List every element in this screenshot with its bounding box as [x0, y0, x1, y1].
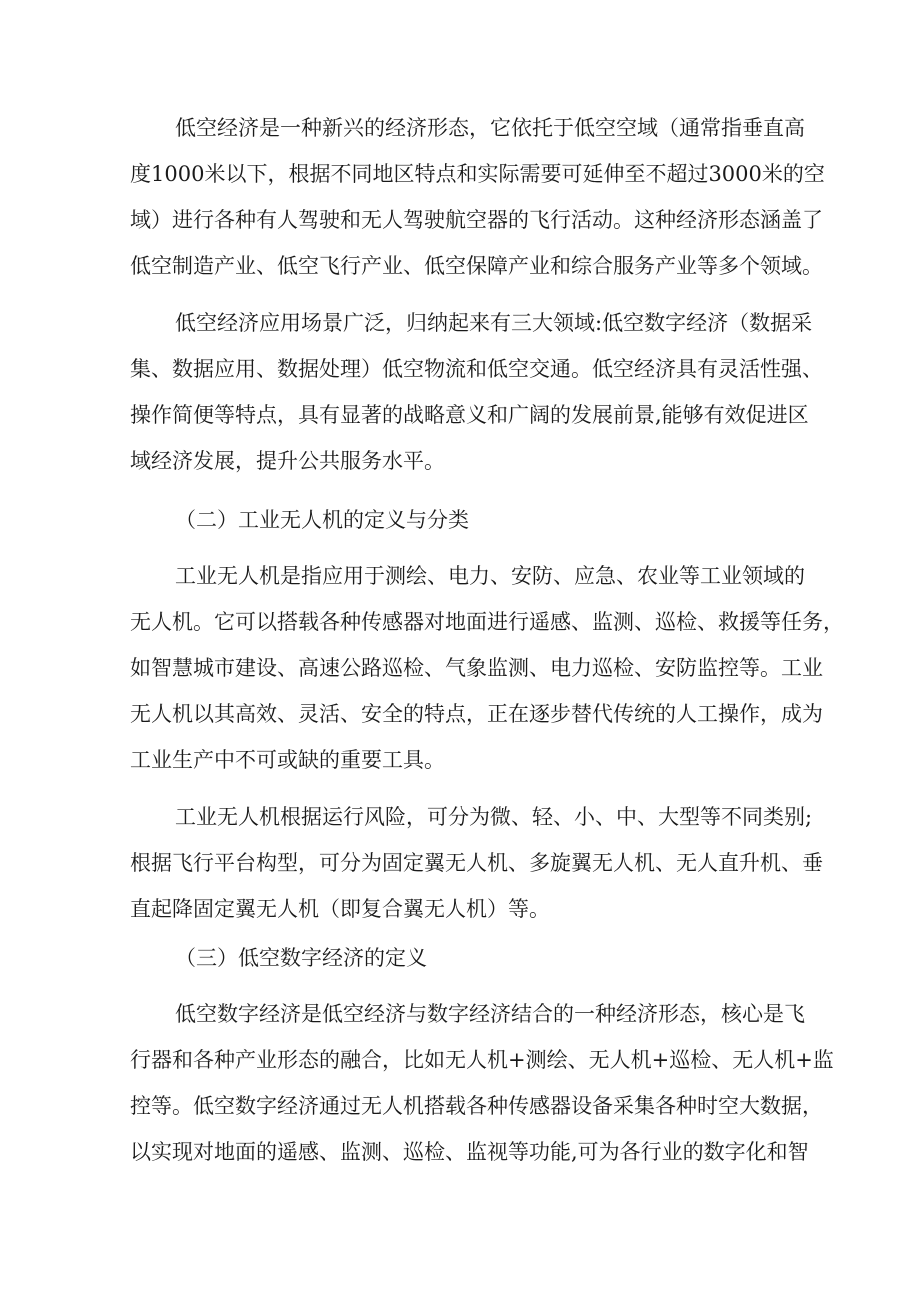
paragraph-5-line-1: 低空数字经济是低空经济与数字经济结合的一种经济形态，核心是飞 [175, 1002, 805, 1026]
paragraph-2-line-1: 低空经济应用场景广泛，归纳起来有三大领域:低空数字经济（数据采 [175, 311, 813, 335]
paragraph-3-line-2: 无人机。它可以搭载各种传感器对地面进行遥感、监测、巡检、救援等任务， [130, 610, 844, 634]
paragraph-3-line-5: 工业生产中不可或缺的重要工具。 [130, 748, 445, 772]
paragraph-4-line-1: 工业无人机根据运行风险，可分为微、轻、小、中、大型等不同类别; [175, 805, 813, 829]
paragraph-1-line-2: 度1000米以下，根据不同地区特点和实际需要可延伸至不超过3000米的空 [130, 162, 825, 186]
paragraph-1-line-1: 低空经济是一种新兴的经济形态，它依托于低空空域（通常指垂直高 [175, 116, 805, 140]
paragraph-2-line-2: 集、数据应用、数据处理）低空物流和低空交通。低空经济具有灵活性强、 [130, 357, 823, 381]
section-heading-2: （二）工业无人机的定义与分类 [175, 508, 469, 532]
paragraph-5-line-2: 行器和各种产业形态的融合，比如无人机+测绘、无人机+巡检、无人机+监 [130, 1048, 834, 1072]
paragraph-5-line-3: 控等。低空数字经济通过无人机搭载各种传感器设备采集各种时空大数据， [130, 1094, 823, 1118]
paragraph-2-line-4: 域经济发展，提升公共服务水平。 [130, 449, 445, 473]
paragraph-4-line-3: 直起降固定翼无人机（即复合翼无人机）等。 [130, 897, 550, 921]
paragraph-2-line-3: 操作简便等特点，具有显著的战略意义和广阔的发展前景,能够有效促进区 [130, 403, 809, 427]
paragraph-3-line-4: 无人机以其高效、灵活、安全的特点，正在逐步替代传统的人工操作，成为 [130, 702, 823, 726]
section-heading-3: （三）低空数字经济的定义 [175, 946, 427, 970]
paragraph-3-line-3: 如智慧城市建设、高速公路巡检、气象监测、电力巡检、安防监控等。工业 [130, 656, 823, 680]
paragraph-5-line-4: 以实现对地面的遥感、监测、巡检、监视等功能,可为各行业的数字化和智 [130, 1140, 809, 1164]
paragraph-1-line-3: 域）进行各种有人驾驶和无人驾驶航空器的飞行活动。这种经济形态涵盖了 [130, 208, 823, 232]
paragraph-3-line-1: 工业无人机是指应用于测绘、电力、安防、应急、农业等工业领域的 [175, 564, 805, 588]
paragraph-1-line-4: 低空制造产业、低空飞行产业、低空保障产业和综合服务产业等多个领域。 [130, 254, 823, 278]
paragraph-4-line-2: 根据飞行平台构型，可分为固定翼无人机、多旋翼无人机、无人直升机、垂 [130, 851, 823, 875]
